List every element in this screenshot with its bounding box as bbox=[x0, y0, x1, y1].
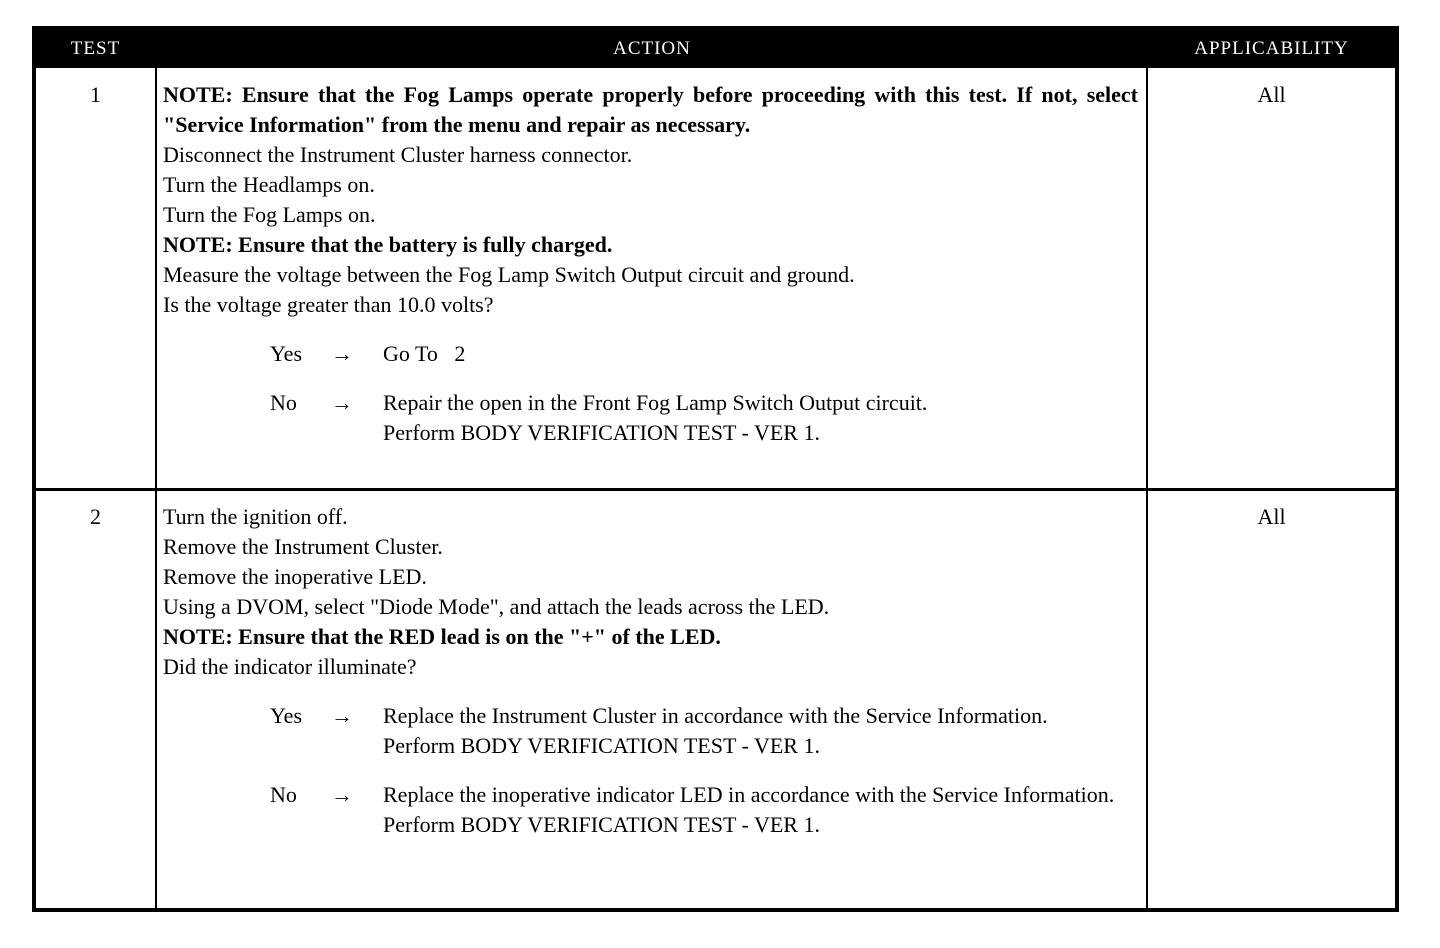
result-text: Replace the inoperative indicator LED in accordance with the Service Information. bbox=[383, 782, 1115, 807]
note-battery: NOTE: Ensure that the battery is fully charged. bbox=[163, 232, 613, 257]
test-number: 2 bbox=[90, 504, 101, 529]
perform-text: Perform BODY VERIFICATION TEST - VER 1. bbox=[383, 733, 820, 758]
result-label: Yes bbox=[270, 703, 303, 728]
note-fog-lamps: NOTE: Ensure that the Fog Lamps operate properly before proceeding with this test. If not, select "Service Information" from the menu and repair as necessary. bbox=[163, 82, 1138, 137]
step-text: Turn the ignition off. bbox=[163, 504, 348, 529]
result-label: No bbox=[270, 782, 297, 807]
header-action: ACTION bbox=[613, 38, 691, 59]
perform-text: Perform BODY VERIFICATION TEST - VER 1. bbox=[383, 812, 820, 837]
header-test: TEST bbox=[70, 38, 121, 59]
test-number: 1 bbox=[90, 82, 101, 107]
table-header bbox=[36, 30, 1395, 68]
applicability-value: All bbox=[1257, 82, 1286, 107]
row-divider bbox=[36, 488, 1395, 491]
step-text: Turn the Fog Lamps on. bbox=[163, 202, 376, 227]
diagnostic-table bbox=[32, 26, 1399, 912]
goto-text: Go To 2 bbox=[383, 341, 466, 366]
note-red-lead: NOTE: Ensure that the RED lead is on the "+" of the LED. bbox=[163, 624, 721, 649]
question-text: Did the indicator illuminate? bbox=[163, 654, 417, 679]
step-text: Turn the Headlamps on. bbox=[163, 172, 375, 197]
question-text: Is the voltage greater than 10.0 volts? bbox=[163, 292, 494, 317]
step-text: Using a DVOM, select "Diode Mode", and attach the leads across the LED. bbox=[163, 594, 830, 619]
arrow-icon: → bbox=[331, 703, 353, 728]
result-yes bbox=[163, 339, 1138, 369]
result-text: Replace the Instrument Cluster in accordance with the Service Information. bbox=[383, 703, 1048, 728]
result-no bbox=[163, 780, 1138, 840]
step-text: Remove the Instrument Cluster. bbox=[163, 534, 443, 559]
result-label: No bbox=[270, 390, 297, 415]
step-text: Disconnect the Instrument Cluster harness connector. bbox=[163, 142, 633, 167]
result-no bbox=[163, 388, 1138, 448]
result-text: Repair the open in the Front Fog Lamp Switch Output circuit. bbox=[383, 390, 928, 415]
test-1-action bbox=[163, 80, 1138, 448]
applicability-value: All bbox=[1257, 504, 1286, 529]
result-yes bbox=[163, 701, 1138, 761]
step-text: Remove the inoperative LED. bbox=[163, 564, 427, 589]
arrow-icon: → bbox=[331, 782, 353, 807]
perform-text: Perform BODY VERIFICATION TEST - VER 1. bbox=[383, 420, 820, 445]
header-applicability: APPLICABILITY bbox=[1194, 38, 1349, 59]
arrow-icon: → bbox=[331, 390, 353, 415]
result-label: Yes bbox=[270, 341, 303, 366]
step-text: Measure the voltage between the Fog Lamp Switch Output circuit and ground. bbox=[163, 262, 855, 287]
arrow-icon: → bbox=[331, 341, 353, 366]
test-2-action bbox=[163, 502, 1138, 840]
